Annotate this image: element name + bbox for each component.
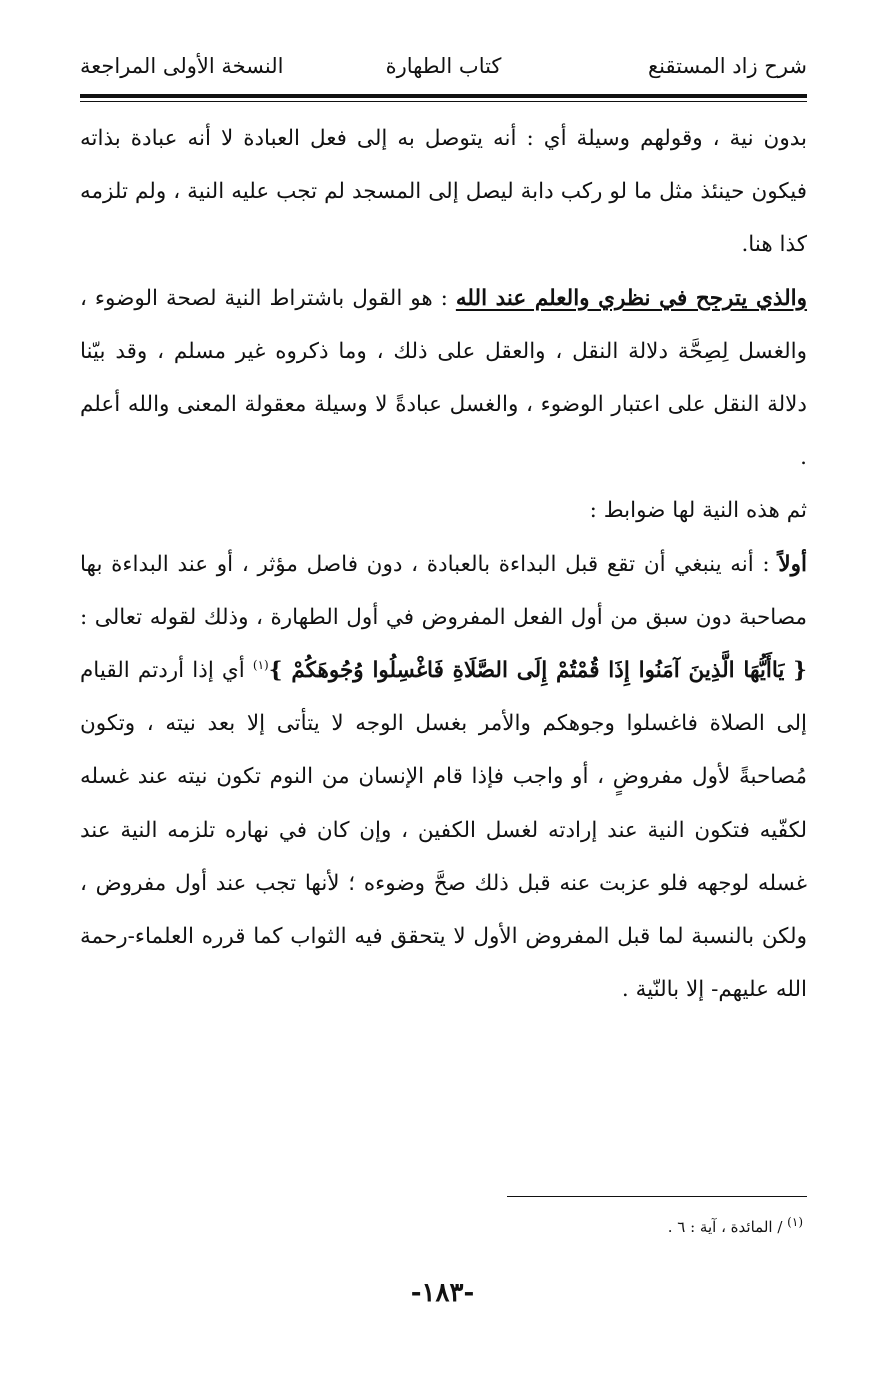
body-text bbox=[80, 112, 807, 1016]
paragraph-4-part-a: : أنه ينبغي أن تقع قبل البداءة بالعبادة ، دون فاصل مؤثر ، أو عند البداءة بها مصاحبة دون سبق من أول الفعل المفروض في أول الطهارة ، وذلك لقوله تعالى : bbox=[80, 551, 807, 630]
header-rule-thick bbox=[80, 94, 807, 98]
paragraph-2 bbox=[80, 272, 807, 485]
paragraph-2-lead: والذي يترجح في نظري والعلم عند الله bbox=[455, 285, 808, 311]
page-number: -١٨٣- bbox=[410, 1278, 475, 1308]
header-book-title: شرح زاد المستقنع bbox=[648, 54, 807, 78]
quran-verse: { يَاأَيُّهَا الَّذِينَ آمَنُوا إِذَا قُمْتُمْ إِلَى الصَّلَاةِ فَاغْسِلُوا وُجُوهَكُمْ } bbox=[268, 658, 807, 684]
paragraph-4-lead: أولاً bbox=[778, 551, 807, 577]
paragraph-3: ثم هذه النية لها ضوابط : bbox=[589, 498, 807, 524]
footnote-reference: (١) bbox=[252, 657, 269, 672]
running-header bbox=[80, 48, 807, 88]
header-chapter-title: كتاب الطهارة bbox=[385, 54, 502, 78]
footnote-text: / المائدة ، آية : ٦ . bbox=[667, 1218, 783, 1236]
paragraph-2-rest: : هو القول باشتراط النية لصحة الوضوء ، والغسل لِصِحَّة دلالة النقل ، والعقل على ذلك ، وما ذكروه غير مسلم ، وقد بيّنا دلالة النقل على اعتبار الوضوء ، والغسل عبادةً لا وسيلة معقولة المعنى والله أعلم . bbox=[80, 285, 807, 471]
paragraph-4 bbox=[80, 538, 807, 1017]
paragraph-1: بدون نية ، وقولهم وسيلة أي : أنه يتوصل به إلى فعل العبادة لا أنه عبادة بذاته فيكون حينئذ مثل ما لو ركب دابة ليصل إلى المسجد لم تجب عليه النية ، ولم تلزمه كذا هنا. bbox=[80, 126, 807, 258]
footnote-rule bbox=[507, 1196, 807, 1197]
footnote-marker: (١) bbox=[787, 1215, 803, 1229]
header-rule-thin bbox=[80, 101, 807, 102]
paragraph-4-part-b: أي إذا أردتم القيام إلى الصلاة فاغسلوا وجوهكم والأمر بغسل الوجه لا يتأتى إلا بعد نيته ، وتكون مُصاحبةً لأول مفروضٍ ، أو واجب فإذا قام الإنسان من النوم تكون نيته عند غسله لكفّيه فتكون النية عند إرادته لغسل الكفين ، وإن كان في نهاره تلزمه النية عند غسله لوجهه فلو عزبت عنه قبل ذلك صحَّ وضوءه ؛ لأنها تجب عند أول مفروض ، ولكن بالنسبة لما قبل المفروض الأول لا يتحقق فيه الثواب كما قرره العلماء-رحمة الله عليهم- إلا بالنّية . bbox=[80, 658, 807, 1003]
header-edition-note: النسخة الأولى المراجعة bbox=[80, 54, 284, 78]
footnote bbox=[80, 1215, 803, 1236]
